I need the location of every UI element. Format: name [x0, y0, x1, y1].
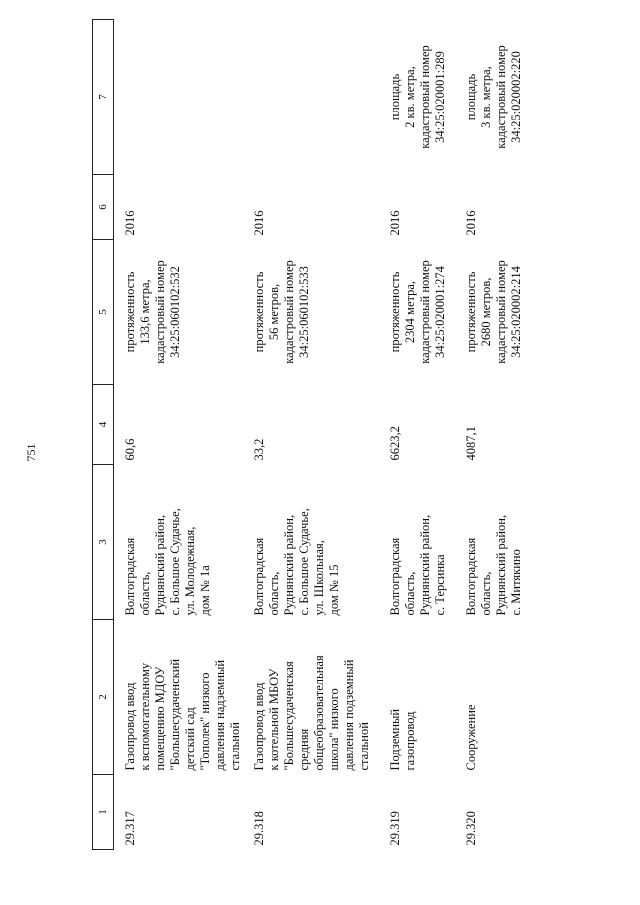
row-number: 29.317 [123, 811, 137, 846]
row-number: 29.320 [464, 811, 478, 846]
object-characteristics: протяженность 56 метров, кадастровый номер 34:25:060102:533 [252, 260, 311, 364]
object-address: Волгоградская область, Руднянский район, с. Большое Судачье, ул. Молодежная, дом № 1а [123, 508, 212, 616]
table-body [114, 20, 525, 850]
object-value: 4087,1 [464, 426, 478, 461]
object-note: площадь 2 кв. метра, кадастровый номер 34:25:020001:289 [388, 45, 447, 149]
column-header-4: 4 [93, 385, 114, 465]
object-characteristics: протяженность 2304 метра, кадастровый номер 34:25:020001:274 [388, 260, 447, 364]
object-value: 6623,2 [388, 426, 402, 461]
header-row [93, 20, 114, 850]
object-year: 2016 [123, 210, 137, 236]
object-address: Волгоградская область, Руднянский район, с. Терсинка [388, 514, 447, 616]
column-header-3: 3 [93, 465, 114, 620]
table-header [93, 20, 114, 850]
page-number: 751 [24, 443, 38, 462]
object-address: Волгоградская область, Руднянский район, с. Митякино [464, 514, 523, 616]
table-row [448, 20, 524, 850]
object-value: 33,2 [252, 438, 266, 461]
property-register-table [92, 19, 524, 850]
object-year: 2016 [252, 210, 266, 236]
table-row [243, 20, 372, 850]
row-number: 29.318 [252, 811, 266, 846]
table-row [372, 20, 448, 850]
column-header-1: 1 [93, 775, 114, 850]
object-name: Подземный газопровод [388, 708, 417, 771]
object-value: 60,6 [123, 438, 137, 461]
row-number: 29.319 [388, 811, 402, 846]
object-address: Волгоградская область, Руднянский район, с. Большое Судачье, ул. Школьная, дом № 15 [252, 508, 341, 616]
object-name: Газопровод ввод к вспомогательному помещению МДОУ "Большесудаченский детский сад "Тополек" низкого давления надземный стальной [123, 658, 242, 771]
object-year: 2016 [388, 210, 402, 236]
object-characteristics: протяженность 2680 метров, кадастровый номер 34:25:020002:214 [464, 260, 523, 364]
object-year: 2016 [464, 210, 478, 236]
object-note [243, 20, 372, 175]
object-note: площадь 3 кв. метра, кадастровый номер 34:25:020002:220 [464, 45, 523, 149]
column-header-6: 6 [93, 175, 114, 240]
column-header-2: 2 [93, 620, 114, 775]
object-name: Сооружение [464, 704, 478, 771]
object-name: Газопровод ввод к котельной МБОУ "Большесудаченская средняя общеобразовательная школа" низкого давления подземный стальной [252, 655, 371, 771]
object-note [114, 20, 244, 175]
column-header-5: 5 [93, 240, 114, 385]
column-header-7: 7 [93, 20, 114, 175]
object-characteristics: протяженность 133,6 метра, кадастровый номер 34:25:060102:532 [123, 260, 182, 364]
table-row [114, 20, 244, 850]
